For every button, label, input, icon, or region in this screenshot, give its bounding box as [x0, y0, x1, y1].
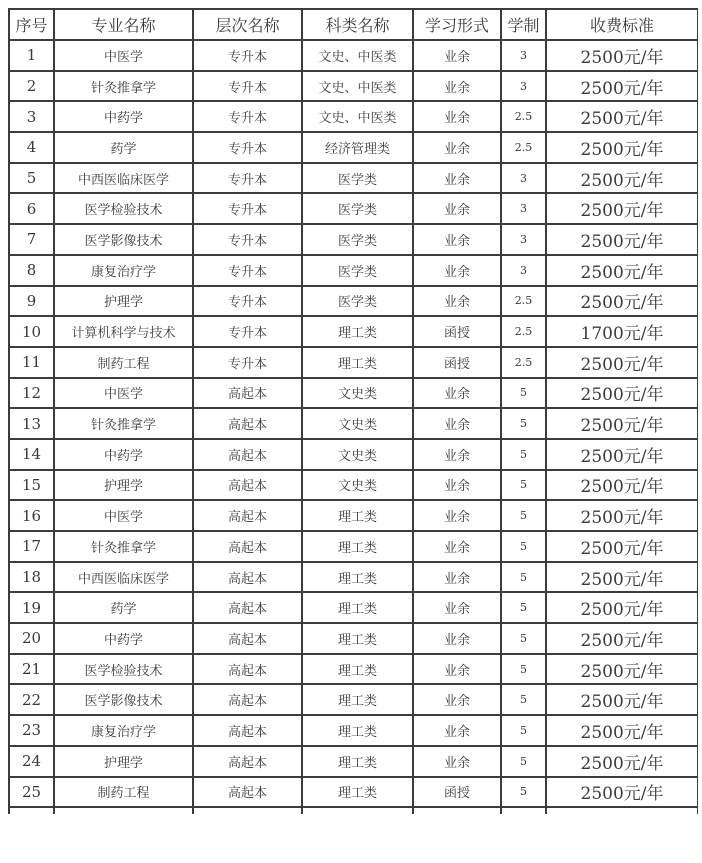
cell-fee: 2500元/年	[546, 715, 698, 746]
cell-study_form: 业余	[413, 163, 501, 194]
cell-level: 专升本	[193, 71, 302, 102]
cell-category: 文史类	[302, 439, 413, 470]
cell-major: 医学影像技术	[54, 684, 193, 715]
cell-study_form: 业余	[413, 378, 501, 409]
cell-no: 3	[9, 101, 54, 132]
header-major: 专业名称	[54, 9, 193, 40]
cell-fee: 2500元/年	[546, 71, 698, 102]
cell-fee: 2500元/年	[546, 439, 698, 470]
cell-fee: 2500元/年	[546, 193, 698, 224]
cell-major: 护理学	[54, 746, 193, 777]
table-row	[9, 592, 698, 623]
cell-duration: 5	[501, 470, 546, 501]
cell-fee: 2500元/年	[546, 777, 698, 808]
table-row	[9, 316, 698, 347]
cell-duration: 5	[501, 378, 546, 409]
cell-level: 专升本	[193, 286, 302, 317]
cell-major: 中药学	[54, 101, 193, 132]
table-row	[9, 224, 698, 255]
cell-study_form: 业余	[413, 500, 501, 531]
cell-major: 康复治疗学	[54, 255, 193, 286]
cell-duration: 5	[501, 777, 546, 808]
cell-no: 4	[9, 132, 54, 163]
cell-fee: 2500元/年	[546, 531, 698, 562]
cell-duration: 5	[501, 408, 546, 439]
header-level: 层次名称	[193, 9, 302, 40]
cell-duration: 2.5	[501, 316, 546, 347]
cell-duration: 2.5	[501, 286, 546, 317]
cell-major: 中药学	[54, 439, 193, 470]
cell-duration: 5	[501, 500, 546, 531]
cell-fee: 1700元/年	[546, 316, 698, 347]
cell-no: 9	[9, 286, 54, 317]
cell-category: 理工类	[302, 746, 413, 777]
cell-no: 2	[9, 71, 54, 102]
cell-no: 1	[9, 40, 54, 71]
cell-duration: 5	[501, 531, 546, 562]
cell-study_form: 业余	[413, 224, 501, 255]
cell-no: 16	[9, 500, 54, 531]
cell-level: 高起本	[193, 715, 302, 746]
cell-major: 中医学	[54, 500, 193, 531]
cell-study_form: 函授	[413, 347, 501, 378]
cell-duration: 2.5	[501, 101, 546, 132]
cell-level: 高起本	[193, 378, 302, 409]
cell-fee: 2500元/年	[546, 224, 698, 255]
cell-study_form: 业余	[413, 439, 501, 470]
cell-study_form: 函授	[413, 777, 501, 808]
cell-category: 理工类	[302, 684, 413, 715]
cell-level: 高起本	[193, 500, 302, 531]
cell-major: 康复治疗学	[54, 715, 193, 746]
cell-category: 理工类	[302, 347, 413, 378]
cell-duration: 2.5	[501, 347, 546, 378]
cell-major: 中药学	[54, 623, 193, 654]
cell-duration: 3	[501, 163, 546, 194]
header-fee: 收费标准	[546, 9, 698, 40]
table-row	[9, 439, 698, 470]
cell-duration: 5	[501, 746, 546, 777]
cell-major: 制药工程	[54, 777, 193, 808]
cell-level: 专升本	[193, 40, 302, 71]
table-body	[9, 40, 698, 814]
table-row	[9, 746, 698, 777]
cell-study_form: 业余	[413, 193, 501, 224]
cell-category: 理工类	[302, 777, 413, 808]
cell-level: 专升本	[193, 347, 302, 378]
cell-major: 药学	[54, 132, 193, 163]
header-duration: 学制	[501, 9, 546, 40]
cell-major-clipped	[54, 807, 193, 814]
cell-category-clipped	[302, 807, 413, 814]
cell-no: 13	[9, 408, 54, 439]
cell-study_form: 业余	[413, 40, 501, 71]
cell-study_form-clipped	[413, 807, 501, 814]
cell-category: 理工类	[302, 316, 413, 347]
cell-no: 18	[9, 562, 54, 593]
cell-study_form: 业余	[413, 592, 501, 623]
cell-duration: 5	[501, 654, 546, 685]
cell-level: 专升本	[193, 163, 302, 194]
table-row	[9, 193, 698, 224]
cell-category: 医学类	[302, 255, 413, 286]
table-row	[9, 163, 698, 194]
cell-level: 专升本	[193, 224, 302, 255]
cell-no: 24	[9, 746, 54, 777]
cell-category: 理工类	[302, 562, 413, 593]
cell-level: 高起本	[193, 408, 302, 439]
cell-fee: 2500元/年	[546, 286, 698, 317]
cell-level: 高起本	[193, 623, 302, 654]
cell-study_form: 业余	[413, 470, 501, 501]
cell-duration: 3	[501, 40, 546, 71]
cell-level: 高起本	[193, 654, 302, 685]
header-row	[9, 9, 698, 40]
cell-major: 针灸推拿学	[54, 408, 193, 439]
table-row	[9, 101, 698, 132]
cell-no: 12	[9, 378, 54, 409]
cell-major: 中医学	[54, 378, 193, 409]
cell-level: 专升本	[193, 101, 302, 132]
cell-study_form: 业余	[413, 623, 501, 654]
cell-duration: 3	[501, 193, 546, 224]
cell-major: 中西医临床医学	[54, 562, 193, 593]
cell-category: 文史、中医类	[302, 40, 413, 71]
fee-table-container	[8, 8, 698, 863]
cell-category: 文史类	[302, 470, 413, 501]
cell-fee: 2500元/年	[546, 163, 698, 194]
cell-major: 针灸推拿学	[54, 71, 193, 102]
cell-duration-clipped	[501, 807, 546, 814]
table-row	[9, 715, 698, 746]
cell-fee: 2500元/年	[546, 408, 698, 439]
cell-category: 医学类	[302, 163, 413, 194]
cell-category: 经济管理类	[302, 132, 413, 163]
table-row	[9, 378, 698, 409]
cell-category: 理工类	[302, 623, 413, 654]
cell-no: 25	[9, 777, 54, 808]
cell-level: 高起本	[193, 746, 302, 777]
cell-fee: 2500元/年	[546, 101, 698, 132]
cell-level: 专升本	[193, 255, 302, 286]
cell-fee: 2500元/年	[546, 500, 698, 531]
cell-no-clipped	[9, 807, 54, 814]
cell-major: 制药工程	[54, 347, 193, 378]
cell-study_form: 业余	[413, 71, 501, 102]
cell-fee: 2500元/年	[546, 378, 698, 409]
cell-no: 21	[9, 654, 54, 685]
cell-level: 高起本	[193, 531, 302, 562]
cell-no: 23	[9, 715, 54, 746]
cell-no: 11	[9, 347, 54, 378]
cell-level: 专升本	[193, 132, 302, 163]
cell-study_form: 业余	[413, 531, 501, 562]
cell-study_form: 业余	[413, 715, 501, 746]
cell-fee: 2500元/年	[546, 746, 698, 777]
cell-duration: 5	[501, 439, 546, 470]
cell-major: 针灸推拿学	[54, 531, 193, 562]
cell-category: 文史、中医类	[302, 71, 413, 102]
cell-study_form: 业余	[413, 746, 501, 777]
table-row	[9, 408, 698, 439]
cell-study_form: 业余	[413, 132, 501, 163]
tuition-fee-table	[8, 8, 698, 814]
cell-category: 医学类	[302, 193, 413, 224]
cell-category: 理工类	[302, 500, 413, 531]
cell-no: 10	[9, 316, 54, 347]
cell-duration: 3	[501, 255, 546, 286]
cell-level: 高起本	[193, 470, 302, 501]
cell-fee: 2500元/年	[546, 623, 698, 654]
cell-study_form: 业余	[413, 255, 501, 286]
cell-major: 中西医临床医学	[54, 163, 193, 194]
cell-level: 高起本	[193, 439, 302, 470]
cell-no: 20	[9, 623, 54, 654]
table-row	[9, 40, 698, 71]
cell-no: 14	[9, 439, 54, 470]
cell-no: 5	[9, 163, 54, 194]
cell-study_form: 业余	[413, 654, 501, 685]
table-row	[9, 684, 698, 715]
cell-fee: 2500元/年	[546, 132, 698, 163]
cell-level: 高起本	[193, 562, 302, 593]
cell-no: 8	[9, 255, 54, 286]
cell-no: 19	[9, 592, 54, 623]
cell-duration: 5	[501, 592, 546, 623]
cell-duration: 2.5	[501, 132, 546, 163]
cell-no: 15	[9, 470, 54, 501]
cell-no: 22	[9, 684, 54, 715]
cell-fee: 2500元/年	[546, 40, 698, 71]
cell-category: 理工类	[302, 715, 413, 746]
cell-category: 文史类	[302, 378, 413, 409]
cell-study_form: 业余	[413, 408, 501, 439]
cell-major: 中医学	[54, 40, 193, 71]
cell-study_form: 业余	[413, 562, 501, 593]
cell-major: 护理学	[54, 470, 193, 501]
cell-duration: 5	[501, 562, 546, 593]
cell-no: 7	[9, 224, 54, 255]
table-row	[9, 255, 698, 286]
cell-fee: 2500元/年	[546, 347, 698, 378]
table-row	[9, 562, 698, 593]
table-row	[9, 286, 698, 317]
table-row	[9, 500, 698, 531]
cell-major: 医学检验技术	[54, 654, 193, 685]
cell-category: 理工类	[302, 531, 413, 562]
clipped-next-row	[9, 807, 698, 814]
table-row	[9, 777, 698, 808]
cell-fee: 2500元/年	[546, 684, 698, 715]
cell-major: 医学影像技术	[54, 224, 193, 255]
cell-major: 医学检验技术	[54, 193, 193, 224]
cell-duration: 5	[501, 715, 546, 746]
cell-fee: 2500元/年	[546, 592, 698, 623]
table-row	[9, 623, 698, 654]
cell-major: 药学	[54, 592, 193, 623]
cell-fee: 2500元/年	[546, 255, 698, 286]
cell-fee: 2500元/年	[546, 470, 698, 501]
cell-fee-clipped	[546, 807, 698, 814]
cell-fee: 2500元/年	[546, 562, 698, 593]
cell-duration: 5	[501, 684, 546, 715]
cell-category: 医学类	[302, 286, 413, 317]
cell-fee: 2500元/年	[546, 654, 698, 685]
table-row	[9, 71, 698, 102]
table-row	[9, 654, 698, 685]
header-category: 科类名称	[302, 9, 413, 40]
table-row	[9, 470, 698, 501]
cell-duration: 3	[501, 224, 546, 255]
cell-study_form: 函授	[413, 316, 501, 347]
table-row	[9, 132, 698, 163]
cell-level-clipped	[193, 807, 302, 814]
header-study_form: 学习形式	[413, 9, 501, 40]
cell-no: 6	[9, 193, 54, 224]
cell-category: 医学类	[302, 224, 413, 255]
table-row	[9, 347, 698, 378]
cell-level: 专升本	[193, 316, 302, 347]
cell-duration: 3	[501, 71, 546, 102]
cell-major: 护理学	[54, 286, 193, 317]
cell-duration: 5	[501, 623, 546, 654]
cell-category: 理工类	[302, 592, 413, 623]
cell-study_form: 业余	[413, 286, 501, 317]
cell-category: 理工类	[302, 654, 413, 685]
cell-level: 专升本	[193, 193, 302, 224]
cell-level: 高起本	[193, 777, 302, 808]
cell-category: 文史类	[302, 408, 413, 439]
cell-study_form: 业余	[413, 684, 501, 715]
cell-no: 17	[9, 531, 54, 562]
table-row	[9, 531, 698, 562]
header-no: 序号	[9, 9, 54, 40]
cell-level: 高起本	[193, 684, 302, 715]
cell-category: 文史、中医类	[302, 101, 413, 132]
cell-major: 计算机科学与技术	[54, 316, 193, 347]
cell-level: 高起本	[193, 592, 302, 623]
cell-study_form: 业余	[413, 101, 501, 132]
